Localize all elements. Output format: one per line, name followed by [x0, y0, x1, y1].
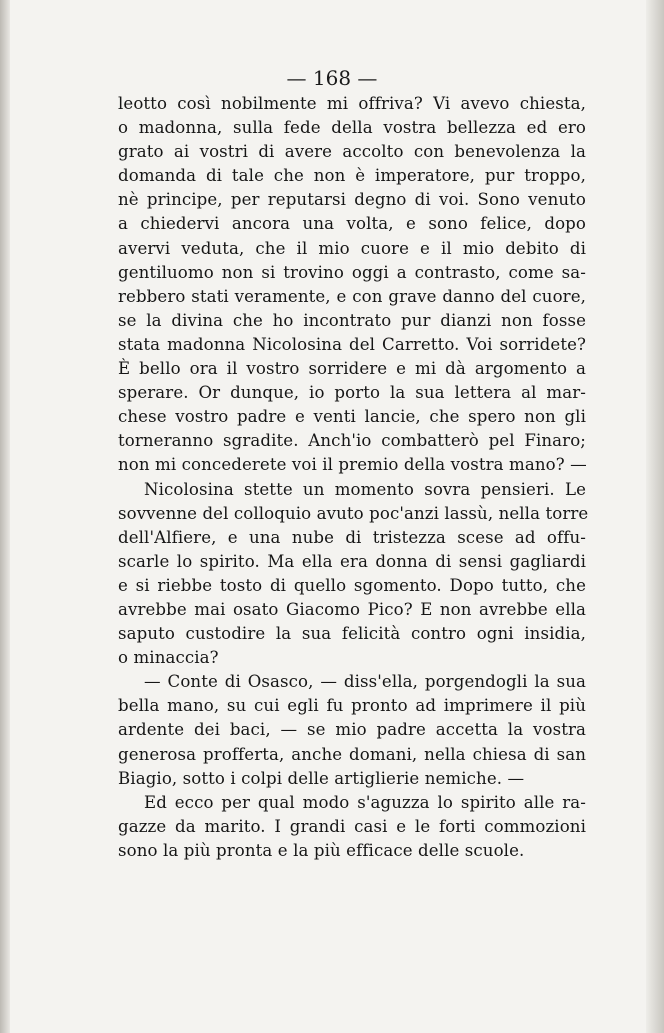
page-number: — 168 — — [286, 66, 378, 90]
text-line: scarle lo spirito. Ma ella era donna di sensi gagliardi — [118, 551, 586, 571]
text-line: — Conte di Osasco, — diss'ella, porgendogli la sua — [144, 672, 586, 692]
text-line: gentiluomo non si trovino oggi a contrasto, come sa- — [118, 262, 586, 282]
text-line: saputo custodire la sua felicità contro ogni insidia, — [118, 624, 586, 644]
text-line: torneranno sgradite. Anch'io combatterò pel Finaro; — [118, 431, 586, 451]
text-line: domanda di tale che non è imperatore, pur troppo, — [118, 166, 586, 186]
text-line: grato ai vostri di avere accolto con benevolenza la — [118, 142, 586, 162]
text-line: a chiedervi ancora una volta, e sono felice, dopo — [118, 214, 586, 234]
text-line: avervi veduta, che il mio cuore e il mio debito di — [118, 238, 586, 258]
text-line: ardente dei baci, — se mio padre accetta la vostra — [118, 720, 586, 740]
text-line: È bello ora il vostro sorridere e mi dà argomento a — [118, 359, 586, 379]
text-line: chese vostro padre e venti lancie, che spero non gli — [118, 407, 586, 427]
text-line: sono la più pronta e la più efficace delle scuole. — [118, 840, 525, 860]
text-line: avrebbe mai osato Giacomo Pico? E non avrebbe ella — [118, 599, 586, 619]
body-text — [118, 92, 589, 863]
text-line: nè principe, per reputarsi degno di voi. Sono venuto — [118, 190, 586, 210]
text-line: Nicolosina stette un momento sovra pensieri. Le — [144, 479, 586, 499]
text-line: e si riebbe tosto di quello sgomento. Dopo tutto, che — [118, 575, 586, 595]
text-line: bella mano, su cui egli fu pronto ad imprimere il più — [118, 696, 586, 716]
text-line: leotto così nobilmente mi offriva? Vi avevo chiesta, — [118, 94, 586, 113]
text-line: non mi concederete voi il premio della vostra mano? — — [118, 455, 587, 475]
text-line: generosa profferta, anche domani, nella chiesa di san — [118, 744, 586, 764]
page-right-edge — [646, 0, 664, 1033]
text-line: Ed ecco per qual modo s'aguzza lo spirito alle ra- — [144, 792, 586, 812]
text-line: sovvenne del colloquio avuto poc'anzi lassù, nella torre — [118, 503, 589, 523]
text-line: sperare. Or dunque, io porto la sua lettera al mar- — [118, 383, 586, 403]
text-line: stata madonna Nicolosina del Carretto. Voi sorridete? — [118, 334, 586, 354]
text-line: o madonna, sulla fede della vostra bellezza ed ero — [118, 118, 586, 138]
text-line: rebbero stati veramente, e con grave danno del cuore, — [118, 286, 586, 306]
page-left-edge — [0, 0, 10, 1033]
text-line: o minaccia? — [118, 648, 219, 668]
text-line: Biagio, sotto i colpi delle artiglierie nemiche. — — [118, 768, 525, 788]
text-line: dell'Alfiere, e una nube di tristezza scese ad offu- — [118, 527, 586, 547]
text-line: gazze da marito. I grandi casi e le forti commozioni — [118, 816, 586, 836]
text-line: se la divina che ho incontrato pur dianzi non fosse — [118, 310, 586, 330]
